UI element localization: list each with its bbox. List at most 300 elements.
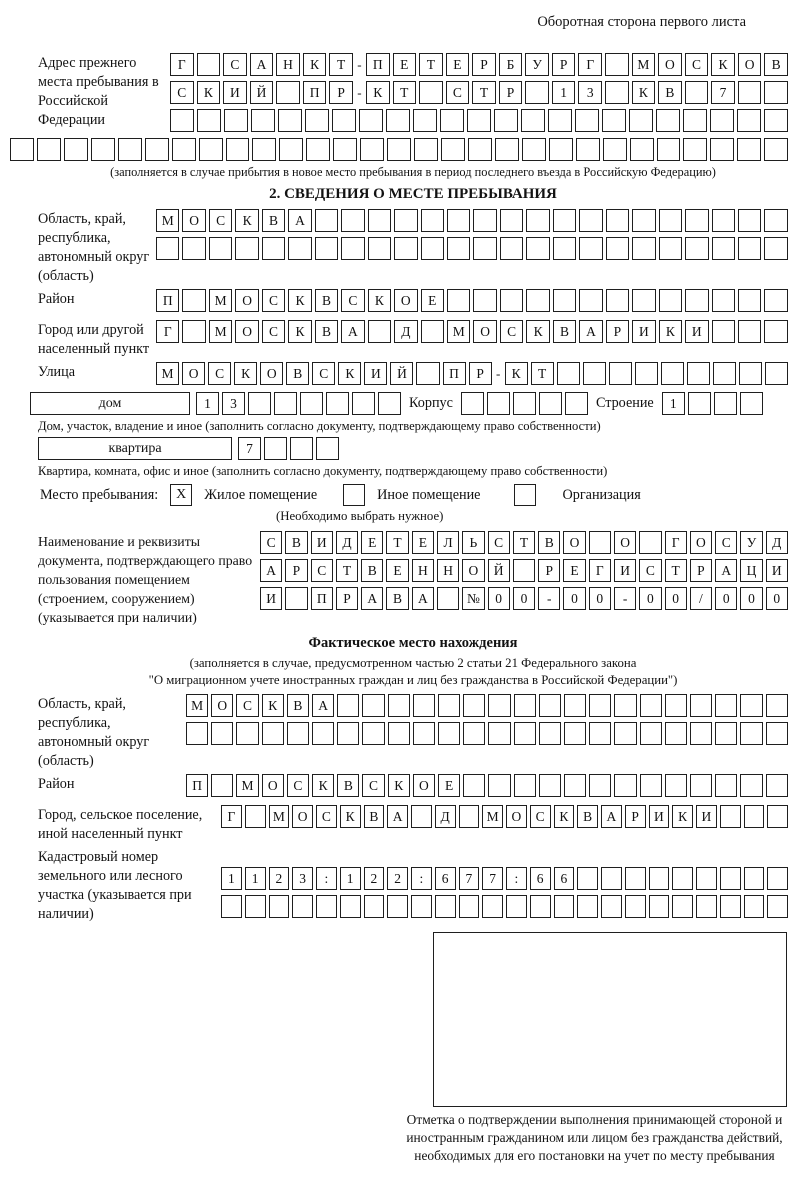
char-box[interactable]: Т	[513, 531, 535, 554]
char-box[interactable]: В	[553, 320, 576, 343]
char-box[interactable]	[394, 237, 417, 260]
char-box[interactable]: К	[340, 805, 361, 828]
char-box[interactable]: Б	[499, 53, 523, 76]
char-box[interactable]	[539, 774, 561, 797]
char-box[interactable]	[589, 694, 611, 717]
char-box[interactable]	[764, 320, 787, 343]
char-box[interactable]	[459, 805, 480, 828]
char-box[interactable]: Т	[419, 53, 443, 76]
char-box[interactable]	[738, 81, 762, 104]
char-box[interactable]: С	[209, 209, 232, 232]
char-box[interactable]	[606, 289, 629, 312]
char-box[interactable]	[224, 109, 248, 132]
char-box[interactable]: О	[563, 531, 585, 554]
char-box[interactable]	[632, 237, 655, 260]
char-box[interactable]	[614, 694, 636, 717]
char-box[interactable]	[605, 81, 629, 104]
char-box[interactable]: Е	[412, 531, 434, 554]
char-box[interactable]	[461, 392, 484, 415]
char-box[interactable]	[500, 289, 523, 312]
char-box[interactable]	[211, 774, 233, 797]
char-box[interactable]: П	[186, 774, 208, 797]
char-box[interactable]	[221, 895, 242, 918]
char-box[interactable]: Р	[469, 362, 492, 385]
char-box[interactable]	[577, 895, 598, 918]
char-box[interactable]: 2	[387, 867, 408, 890]
char-box[interactable]	[583, 362, 606, 385]
char-box[interactable]: Д	[435, 805, 456, 828]
char-box[interactable]: 3	[578, 81, 602, 104]
char-box[interactable]	[312, 722, 334, 745]
char-box[interactable]: К	[672, 805, 693, 828]
char-box[interactable]	[340, 895, 361, 918]
char-box[interactable]	[602, 109, 626, 132]
char-box[interactable]	[362, 722, 384, 745]
char-box[interactable]	[625, 895, 646, 918]
char-box[interactable]: Й	[250, 81, 274, 104]
char-box[interactable]	[605, 53, 629, 76]
char-box[interactable]	[575, 109, 599, 132]
char-box[interactable]	[601, 895, 622, 918]
char-box[interactable]: И	[614, 559, 636, 582]
char-box[interactable]: У	[740, 531, 762, 554]
char-box[interactable]	[767, 895, 788, 918]
char-box[interactable]: А	[387, 805, 408, 828]
char-box[interactable]	[672, 867, 693, 890]
char-box[interactable]	[589, 722, 611, 745]
char-box[interactable]	[554, 895, 575, 918]
char-box[interactable]: М	[186, 694, 208, 717]
char-box[interactable]	[766, 774, 788, 797]
char-box[interactable]	[522, 138, 546, 161]
char-box[interactable]: 0	[563, 587, 585, 610]
char-box[interactable]	[288, 237, 311, 260]
char-box[interactable]	[276, 81, 300, 104]
char-box[interactable]: С	[362, 774, 384, 797]
char-box[interactable]: Р	[285, 559, 307, 582]
char-box[interactable]	[440, 109, 464, 132]
char-box[interactable]: 2	[364, 867, 385, 890]
char-box[interactable]	[388, 722, 410, 745]
char-box[interactable]: В	[315, 289, 338, 312]
checkbox-organization[interactable]	[514, 484, 536, 506]
char-box[interactable]	[690, 722, 712, 745]
char-box[interactable]: В	[658, 81, 682, 104]
char-box[interactable]	[274, 392, 297, 415]
char-box[interactable]: С	[488, 531, 510, 554]
char-box[interactable]: О	[262, 774, 284, 797]
char-box[interactable]: Р	[625, 805, 646, 828]
char-box[interactable]: А	[250, 53, 274, 76]
char-box[interactable]	[182, 320, 205, 343]
char-box[interactable]	[685, 237, 708, 260]
char-box[interactable]	[738, 320, 761, 343]
char-box[interactable]: А	[260, 559, 282, 582]
char-box[interactable]	[696, 895, 717, 918]
char-box[interactable]: К	[711, 53, 735, 76]
char-box[interactable]	[352, 392, 375, 415]
char-box[interactable]: Т	[472, 81, 496, 104]
char-box[interactable]	[720, 805, 741, 828]
char-box[interactable]: К	[288, 289, 311, 312]
char-box[interactable]: Г	[221, 805, 242, 828]
char-box[interactable]: И	[685, 320, 708, 343]
char-box[interactable]: Л	[437, 531, 459, 554]
char-box[interactable]	[565, 392, 588, 415]
char-box[interactable]	[487, 392, 510, 415]
char-box[interactable]: В	[538, 531, 560, 554]
char-box[interactable]: С	[446, 81, 470, 104]
char-box[interactable]: О	[260, 362, 283, 385]
char-box[interactable]	[640, 694, 662, 717]
char-box[interactable]: О	[462, 559, 484, 582]
char-box[interactable]: С	[639, 559, 661, 582]
char-box[interactable]	[513, 559, 535, 582]
char-box[interactable]: :	[506, 867, 527, 890]
char-box[interactable]	[172, 138, 196, 161]
char-box[interactable]	[687, 362, 710, 385]
char-box[interactable]: О	[211, 694, 233, 717]
char-box[interactable]	[264, 437, 287, 460]
char-box[interactable]: 7	[459, 867, 480, 890]
char-box[interactable]: 0	[740, 587, 762, 610]
char-box[interactable]: М	[447, 320, 470, 343]
char-box[interactable]	[463, 774, 485, 797]
char-box[interactable]	[683, 138, 707, 161]
char-box[interactable]: О	[506, 805, 527, 828]
char-box[interactable]: 0	[715, 587, 737, 610]
char-box[interactable]	[488, 694, 510, 717]
char-box[interactable]: 6	[554, 867, 575, 890]
char-box[interactable]	[236, 722, 258, 745]
char-box[interactable]	[463, 722, 485, 745]
char-box[interactable]	[182, 289, 205, 312]
char-box[interactable]	[764, 289, 787, 312]
char-box[interactable]	[665, 694, 687, 717]
char-box[interactable]: А	[361, 587, 383, 610]
char-box[interactable]	[614, 774, 636, 797]
char-box[interactable]	[413, 694, 435, 717]
char-box[interactable]: Е	[438, 774, 460, 797]
char-box[interactable]	[589, 531, 611, 554]
char-box[interactable]: Е	[393, 53, 417, 76]
char-box[interactable]	[209, 237, 232, 260]
char-box[interactable]	[564, 722, 586, 745]
char-box[interactable]	[720, 895, 741, 918]
char-box[interactable]	[665, 722, 687, 745]
char-box[interactable]: Д	[766, 531, 788, 554]
char-box[interactable]: С	[236, 694, 258, 717]
char-box[interactable]: А	[288, 209, 311, 232]
char-box[interactable]: М	[269, 805, 290, 828]
char-box[interactable]	[416, 362, 439, 385]
char-box[interactable]	[226, 138, 250, 161]
char-box[interactable]: О	[235, 320, 258, 343]
char-box[interactable]: 3	[222, 392, 245, 415]
char-box[interactable]	[447, 209, 470, 232]
char-box[interactable]	[91, 138, 115, 161]
char-box[interactable]: 0	[766, 587, 788, 610]
char-box[interactable]: 6	[435, 867, 456, 890]
char-box[interactable]: 7	[711, 81, 735, 104]
char-box[interactable]	[488, 722, 510, 745]
char-box[interactable]	[606, 237, 629, 260]
checkbox-other-premises[interactable]	[343, 484, 365, 506]
char-box[interactable]	[292, 895, 313, 918]
char-box[interactable]: 0	[665, 587, 687, 610]
char-box[interactable]	[672, 895, 693, 918]
char-box[interactable]: Г	[170, 53, 194, 76]
char-box[interactable]: О	[394, 289, 417, 312]
char-box[interactable]: В	[386, 587, 408, 610]
char-box[interactable]	[764, 138, 788, 161]
char-box[interactable]	[603, 138, 627, 161]
char-box[interactable]	[738, 209, 761, 232]
char-box[interactable]: -	[538, 587, 560, 610]
char-box[interactable]	[186, 722, 208, 745]
char-box[interactable]: П	[443, 362, 466, 385]
char-box[interactable]: Р	[606, 320, 629, 343]
char-box[interactable]: К	[366, 81, 390, 104]
char-box[interactable]: П	[366, 53, 390, 76]
char-box[interactable]	[659, 209, 682, 232]
char-box[interactable]: С	[312, 362, 335, 385]
char-box[interactable]	[712, 209, 735, 232]
char-box[interactable]	[437, 587, 459, 610]
char-box[interactable]: М	[156, 362, 179, 385]
char-box[interactable]: О	[658, 53, 682, 76]
char-box[interactable]: Е	[386, 559, 408, 582]
char-box[interactable]: О	[182, 209, 205, 232]
char-box[interactable]	[609, 362, 632, 385]
char-box[interactable]: М	[209, 289, 232, 312]
char-box[interactable]	[665, 774, 687, 797]
char-box[interactable]: В	[337, 774, 359, 797]
char-box[interactable]	[579, 289, 602, 312]
char-box[interactable]	[539, 694, 561, 717]
char-box[interactable]: Й	[488, 559, 510, 582]
char-box[interactable]: А	[412, 587, 434, 610]
char-box[interactable]: Д	[394, 320, 417, 343]
char-box[interactable]	[640, 722, 662, 745]
char-box[interactable]	[315, 209, 338, 232]
char-box[interactable]	[182, 237, 205, 260]
char-box[interactable]	[305, 109, 329, 132]
char-box[interactable]: А	[579, 320, 602, 343]
char-box[interactable]: Р	[499, 81, 523, 104]
char-box[interactable]: А	[341, 320, 364, 343]
char-box[interactable]: 1	[662, 392, 685, 415]
char-box[interactable]: И	[766, 559, 788, 582]
char-box[interactable]: №	[462, 587, 484, 610]
char-box[interactable]: С	[311, 559, 333, 582]
char-box[interactable]: 1	[221, 867, 242, 890]
char-box[interactable]	[514, 694, 536, 717]
char-box[interactable]: О	[690, 531, 712, 554]
char-box[interactable]: С	[208, 362, 231, 385]
char-box[interactable]	[553, 237, 576, 260]
char-box[interactable]	[632, 289, 655, 312]
char-box[interactable]	[269, 895, 290, 918]
char-box[interactable]: К	[197, 81, 221, 104]
char-box[interactable]	[413, 109, 437, 132]
char-box[interactable]: С	[685, 53, 709, 76]
char-box[interactable]: Е	[446, 53, 470, 76]
char-box[interactable]	[494, 109, 518, 132]
char-box[interactable]	[526, 209, 549, 232]
char-box[interactable]	[614, 722, 636, 745]
char-box[interactable]	[738, 237, 761, 260]
char-box[interactable]: Р	[329, 81, 353, 104]
char-box[interactable]: Д	[336, 531, 358, 554]
char-box[interactable]	[333, 138, 357, 161]
char-box[interactable]	[630, 138, 654, 161]
char-box[interactable]	[447, 237, 470, 260]
char-box[interactable]	[37, 138, 61, 161]
char-box[interactable]: Т	[665, 559, 687, 582]
char-box[interactable]: 1	[552, 81, 576, 104]
char-box[interactable]	[248, 392, 271, 415]
char-box[interactable]	[285, 587, 307, 610]
char-box[interactable]	[712, 320, 735, 343]
char-box[interactable]: С	[170, 81, 194, 104]
char-box[interactable]: Р	[538, 559, 560, 582]
char-box[interactable]: К	[338, 362, 361, 385]
char-box[interactable]	[473, 209, 496, 232]
char-box[interactable]: В	[287, 694, 309, 717]
char-box[interactable]	[557, 362, 580, 385]
char-box[interactable]: И	[632, 320, 655, 343]
char-box[interactable]	[300, 392, 323, 415]
char-box[interactable]: Р	[690, 559, 712, 582]
char-box[interactable]	[411, 805, 432, 828]
char-box[interactable]	[235, 237, 258, 260]
char-box[interactable]	[656, 109, 680, 132]
char-box[interactable]	[341, 209, 364, 232]
char-box[interactable]: М	[156, 209, 179, 232]
char-box[interactable]: 1	[340, 867, 361, 890]
char-box[interactable]	[766, 722, 788, 745]
char-box[interactable]	[764, 209, 787, 232]
char-box[interactable]: П	[303, 81, 327, 104]
char-box[interactable]	[661, 362, 684, 385]
char-box[interactable]: Е	[563, 559, 585, 582]
char-box[interactable]	[156, 237, 179, 260]
char-box[interactable]	[364, 895, 385, 918]
char-box[interactable]: К	[632, 81, 656, 104]
char-box[interactable]	[495, 138, 519, 161]
char-box[interactable]: И	[260, 587, 282, 610]
char-box[interactable]: :	[316, 867, 337, 890]
char-box[interactable]	[710, 138, 734, 161]
char-box[interactable]: И	[649, 805, 670, 828]
char-box[interactable]	[368, 320, 391, 343]
char-box[interactable]: /	[690, 587, 712, 610]
char-box[interactable]: М	[209, 320, 232, 343]
char-box[interactable]: Р	[336, 587, 358, 610]
char-box[interactable]: В	[361, 559, 383, 582]
char-box[interactable]	[245, 895, 266, 918]
char-box[interactable]	[659, 289, 682, 312]
char-box[interactable]: Г	[665, 531, 687, 554]
char-box[interactable]	[710, 109, 734, 132]
char-box[interactable]: О	[182, 362, 205, 385]
char-box[interactable]	[683, 109, 707, 132]
char-box[interactable]: К	[554, 805, 575, 828]
char-box[interactable]	[539, 392, 562, 415]
char-box[interactable]	[601, 867, 622, 890]
char-box[interactable]: Т	[329, 53, 353, 76]
char-box[interactable]	[438, 694, 460, 717]
char-box[interactable]	[506, 895, 527, 918]
char-box[interactable]	[500, 237, 523, 260]
char-box[interactable]	[262, 722, 284, 745]
char-box[interactable]	[211, 722, 233, 745]
char-box[interactable]: 0	[513, 587, 535, 610]
char-box[interactable]: В	[315, 320, 338, 343]
char-box[interactable]	[764, 237, 787, 260]
char-box[interactable]	[744, 867, 765, 890]
char-box[interactable]: И	[364, 362, 387, 385]
char-box[interactable]	[577, 867, 598, 890]
char-box[interactable]	[473, 237, 496, 260]
char-box[interactable]	[690, 694, 712, 717]
char-box[interactable]	[500, 209, 523, 232]
char-box[interactable]: 0	[589, 587, 611, 610]
char-box[interactable]: С	[341, 289, 364, 312]
char-box[interactable]: О	[413, 774, 435, 797]
char-box[interactable]: Р	[472, 53, 496, 76]
char-box[interactable]	[10, 138, 34, 161]
char-box[interactable]	[720, 867, 741, 890]
char-box[interactable]: Т	[336, 559, 358, 582]
char-box[interactable]	[685, 209, 708, 232]
char-box[interactable]: Н	[437, 559, 459, 582]
char-box[interactable]	[712, 237, 735, 260]
char-box[interactable]	[690, 774, 712, 797]
char-box[interactable]: С	[262, 320, 285, 343]
char-box[interactable]: К	[368, 289, 391, 312]
char-box[interactable]: К	[234, 362, 257, 385]
char-box[interactable]: Г	[578, 53, 602, 76]
char-box[interactable]: А	[601, 805, 622, 828]
char-box[interactable]	[337, 722, 359, 745]
char-box[interactable]: С	[316, 805, 337, 828]
char-box[interactable]: В	[286, 362, 309, 385]
char-box[interactable]	[553, 209, 576, 232]
char-box[interactable]: 1	[196, 392, 219, 415]
char-box[interactable]: К	[288, 320, 311, 343]
char-box[interactable]: К	[235, 209, 258, 232]
char-box[interactable]: -	[614, 587, 636, 610]
char-box[interactable]	[521, 109, 545, 132]
char-box[interactable]: 1	[245, 867, 266, 890]
char-box[interactable]: :	[411, 867, 432, 890]
char-box[interactable]	[386, 109, 410, 132]
char-box[interactable]: О	[738, 53, 762, 76]
char-box[interactable]	[332, 109, 356, 132]
char-box[interactable]	[414, 138, 438, 161]
char-box[interactable]: Й	[390, 362, 413, 385]
char-box[interactable]: С	[223, 53, 247, 76]
char-box[interactable]	[438, 722, 460, 745]
char-box[interactable]: 0	[488, 587, 510, 610]
char-box[interactable]	[463, 694, 485, 717]
char-box[interactable]: В	[285, 531, 307, 554]
char-box[interactable]	[278, 109, 302, 132]
char-box[interactable]	[738, 289, 761, 312]
char-box[interactable]	[388, 694, 410, 717]
